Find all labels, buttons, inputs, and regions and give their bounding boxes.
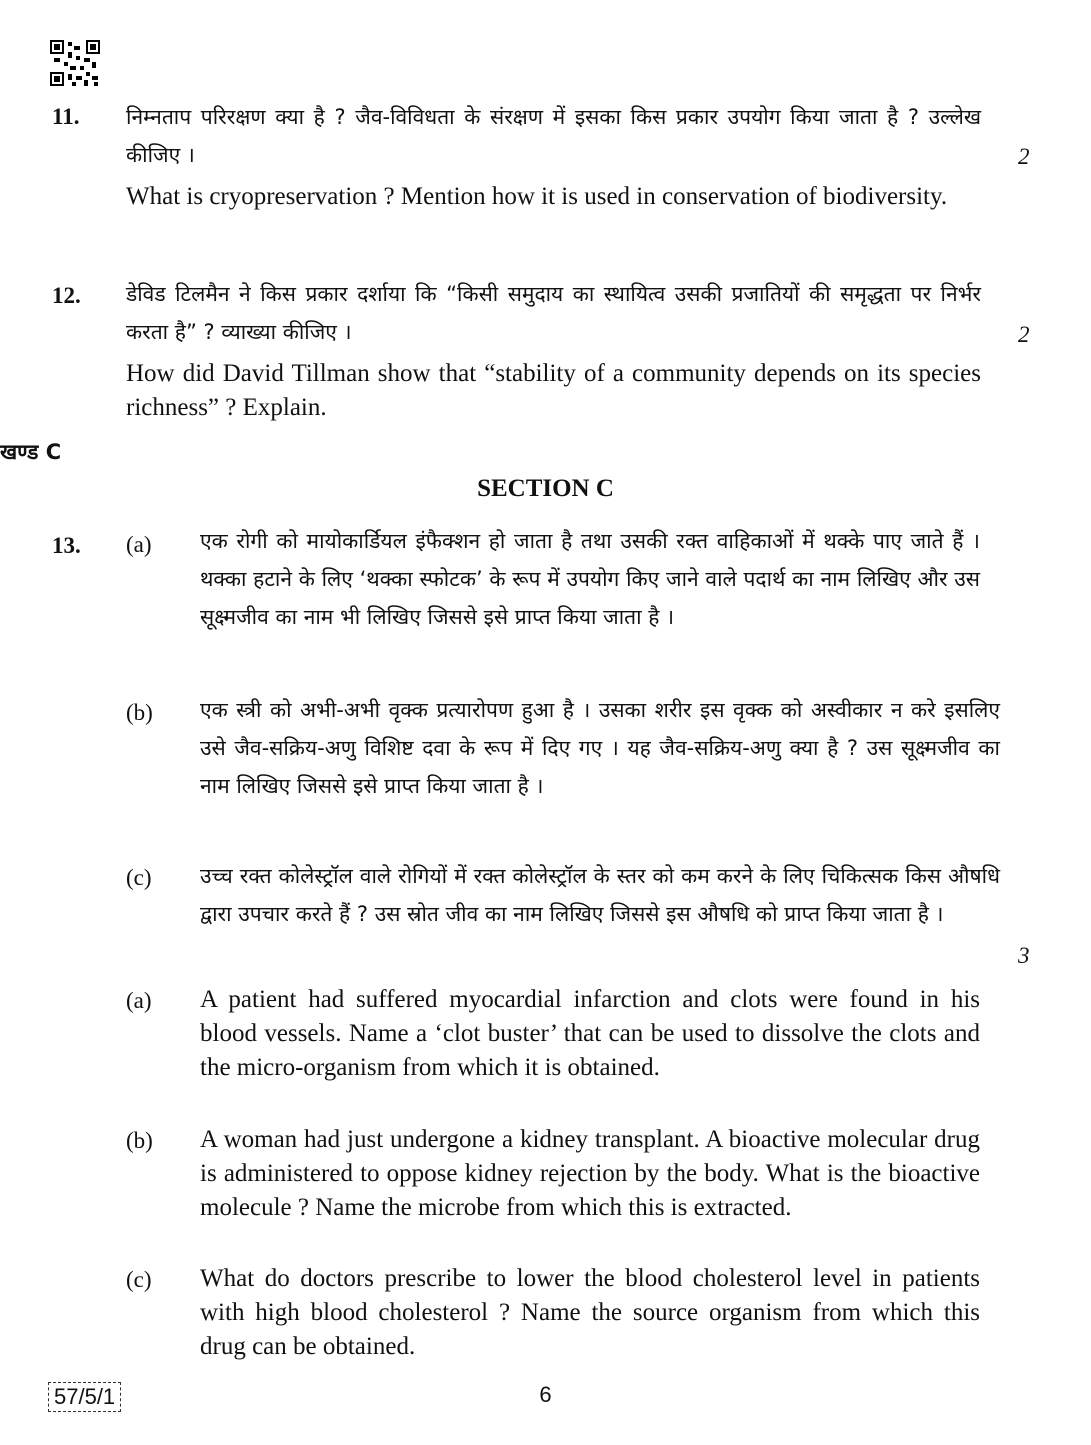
- section-heading: SECTION C: [477, 475, 614, 502]
- part-english-text: A patient had suffered myocardial infarction and clots were found in his blood vessels. Name a ‘clot buster’ that can be used to dissolve the clots and the micro-organism from which it is obtained.: [200, 986, 980, 1081]
- part-label: (a): [126, 532, 152, 557]
- part-label: (b): [126, 1128, 153, 1153]
- question-hindi-text: डेविड टिलमैन ने किस प्रकार दर्शाया कि “किसी समुदाय का स्थायित्व उसकी प्रजातियों की समृद्धता पर निर्भर करता है” ? व्याख्या कीजिए ।: [126, 282, 981, 344]
- question-number: 12.: [52, 283, 81, 308]
- question-number: 11.: [52, 104, 80, 129]
- question-english-text: How did David Tillman show that “stability of a community depends on its species richness” ? Explain.: [126, 360, 981, 421]
- part-hindi-text: उच्च रक्त कोलेस्ट्रॉल वाले रोगियों में रक्त कोलेस्ट्रॉल के स्तर को कम करने के लिए चिकित्सक किस औषधि द्वारा उपचार करते हैं ? उस स्रोत जीव का नाम लिखिए जिससे इस औषधि को प्राप्त किया जाता है ।: [200, 864, 1000, 926]
- part-english-text: A woman had just undergone a kidney transplant. A bioactive molecular drug is administered to oppose kidney rejection by the body. What is the bioactive molecule ? Name the microbe from which this is extracted.: [200, 1126, 980, 1221]
- question-hindi-text: निम्नताप परिरक्षण क्या है ? जैव-विविधता के संरक्षण में इसका किस प्रकार उपयोग किया जाता है ? उल्लेख कीजिए ।: [126, 105, 981, 167]
- part-label: (b): [126, 700, 153, 725]
- part-label: (a): [126, 988, 152, 1013]
- part-english-text: What do doctors prescribe to lower the blood cholesterol level in patients with high blood cholesterol ? Name the source organism from which this drug can be obtained.: [200, 1265, 980, 1360]
- part-hindi-text: एक स्त्री को अभी-अभी वृक्क प्रत्यारोपण हुआ है । उसका शरीर इस वृक्क को अस्वीकार न करे इसलिए उसे जैव-सक्रिय-अणु विशिष्ट दवा के रूप में दिए गए । यह जैव-सक्रिय-अणु क्या है ? उस सूक्ष्मजीव का नाम लिखिए जिससे इसे प्राप्त किया जाता है ।: [200, 698, 1000, 798]
- marks: 2: [1018, 144, 1030, 169]
- marks: 2: [1018, 322, 1030, 347]
- marks: 3: [1018, 943, 1030, 968]
- page-number: 6: [539, 1382, 552, 1407]
- part-hindi-text: एक रोगी को मायोकार्डियल इंफैक्शन हो जाता है तथा उसकी रक्त वाहिकाओं में थक्के पाए जाते हैं । थक्का हटाने के लिए ‘थक्का स्फोटक’ के रूप में उपयोग किए जाने वाले पदार्थ का नाम लिखिए और उस सूक्ष्मजीव का नाम भी लिखिए जिससे इसे प्राप्त किया जाता है ।: [200, 529, 980, 629]
- qr-code-icon: [50, 40, 100, 86]
- question-english-text: What is cryopreservation ? Mention how it is used in conservation of biodiversity.: [126, 183, 948, 210]
- section-heading-hindi: खण्ड C: [0, 440, 62, 464]
- part-label: (c): [126, 1267, 152, 1292]
- part-label: (c): [126, 865, 152, 890]
- question-number: 13.: [52, 533, 81, 558]
- paper-code: 57/5/1: [48, 1382, 121, 1412]
